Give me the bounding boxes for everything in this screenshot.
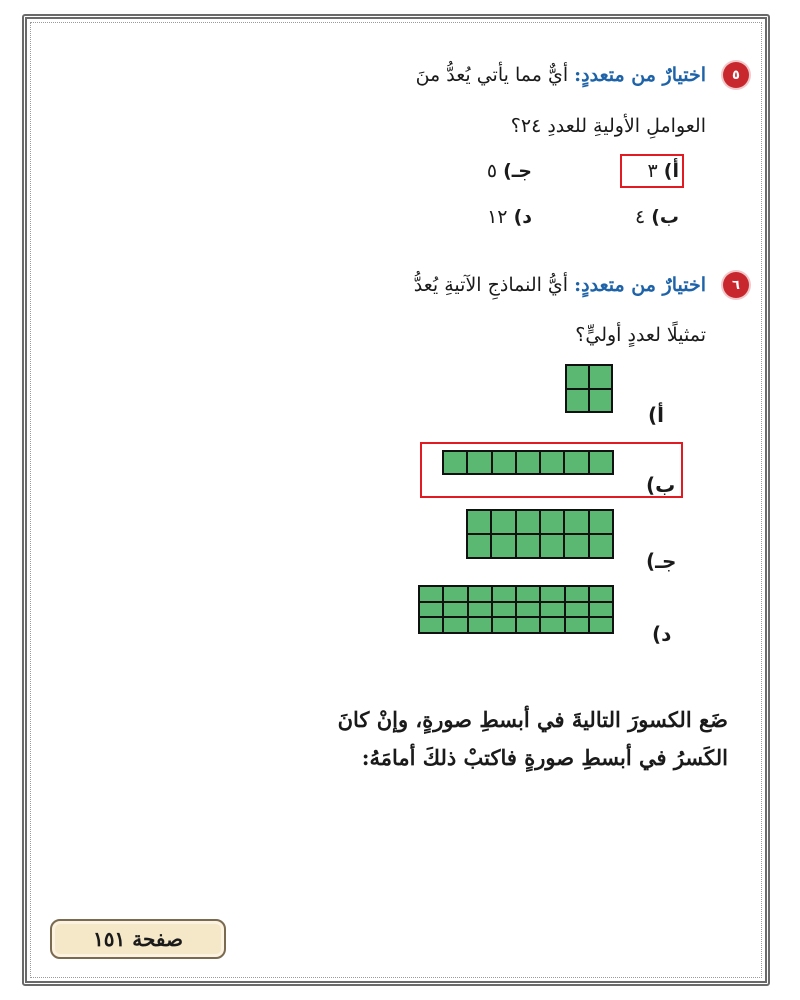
question-6-number: ٦ xyxy=(732,277,740,293)
model-cell xyxy=(517,587,539,601)
model-cell xyxy=(590,390,611,412)
model-cell xyxy=(468,511,490,533)
model-cell xyxy=(468,535,490,557)
model-cell xyxy=(444,452,466,473)
model-cell xyxy=(420,587,442,601)
model-cell xyxy=(517,511,539,533)
model-cell xyxy=(517,535,539,557)
model-cell xyxy=(590,603,612,617)
model-cell xyxy=(444,618,466,632)
question-5-option-d[interactable] xyxy=(487,206,532,228)
model-cell xyxy=(541,603,563,617)
option-letter: د) xyxy=(513,206,532,228)
model-cell xyxy=(567,390,588,412)
model-cell xyxy=(590,618,612,632)
model-cell xyxy=(590,587,612,601)
question-5-option-c[interactable] xyxy=(487,160,532,182)
model-cell xyxy=(590,452,612,473)
model-cell xyxy=(590,366,611,388)
model-cell xyxy=(493,603,515,617)
option-value: ٤ xyxy=(634,206,646,228)
model-cell xyxy=(566,618,588,632)
model-cell xyxy=(566,603,588,617)
question-6-line-1 xyxy=(414,276,706,295)
page-number-box xyxy=(50,919,226,959)
model-a-grid xyxy=(565,364,613,413)
question-6-line-2: تمثيلًا لعددٍ أوليٍّ؟ xyxy=(575,324,706,346)
instruction-line-2: الكَسرُ في أبسطِ صورةٍ فاكتبْ ذلكَ أمامَهُ: xyxy=(361,745,728,770)
option-value: ١٢ xyxy=(487,206,508,228)
model-cell xyxy=(468,452,490,473)
model-cell xyxy=(567,366,588,388)
model-cell xyxy=(541,618,563,632)
model-cell xyxy=(469,587,491,601)
model-cell xyxy=(469,603,491,617)
model-cell xyxy=(565,511,587,533)
model-cell xyxy=(517,603,539,617)
model-cell xyxy=(420,618,442,632)
model-cell xyxy=(444,587,466,601)
question-6-badge xyxy=(723,272,749,298)
question-6-stem-1: أيُّ النماذجِ الآتيةِ يُعدُّ xyxy=(413,274,569,296)
model-cell xyxy=(469,618,491,632)
model-cell xyxy=(590,511,612,533)
question-5-keyword: اختيارٌ من متعددٍ: xyxy=(574,64,706,86)
option-value: ٥ xyxy=(486,160,498,182)
model-cell xyxy=(541,452,563,473)
page-number: صفحة ١٥١ xyxy=(93,927,183,951)
model-cell xyxy=(566,587,588,601)
model-cell xyxy=(492,535,514,557)
option-value: ٣ xyxy=(647,160,658,182)
model-cell xyxy=(590,535,612,557)
question-5-option-a[interactable] xyxy=(648,160,679,182)
question-5-option-b[interactable] xyxy=(635,206,679,228)
question-5-line-1 xyxy=(416,66,706,85)
model-cell xyxy=(517,452,539,473)
option-letter: أ) xyxy=(663,160,679,182)
model-cell xyxy=(420,603,442,617)
question-5-badge xyxy=(723,62,749,88)
model-cell xyxy=(541,587,563,601)
model-b-grid xyxy=(442,450,614,475)
option-letter: جـ) xyxy=(503,160,532,182)
option-letter: ب) xyxy=(651,206,679,228)
question-5-stem-1: أيٌّ مما يأتي يُعدُّ منَ xyxy=(415,64,569,86)
model-cell xyxy=(541,535,563,557)
model-cell xyxy=(444,603,466,617)
model-cell xyxy=(565,452,587,473)
question-5-line-2: العواملِ الأوليةِ للعددِ ٢٤؟ xyxy=(510,115,706,137)
model-cell xyxy=(493,452,515,473)
instruction-line-1: ضَع الكسورَ التاليةَ في أبسطِ صورةٍ، وإنْ كانَ xyxy=(337,707,728,732)
model-b-label[interactable]: ب) xyxy=(646,473,676,497)
model-a-label[interactable]: أ) xyxy=(648,403,664,427)
model-cell xyxy=(517,618,539,632)
model-cell xyxy=(492,511,514,533)
model-d-grid xyxy=(418,585,614,634)
model-cell xyxy=(565,535,587,557)
model-cell xyxy=(493,587,515,601)
model-cell xyxy=(493,618,515,632)
question-5-number: ٥ xyxy=(732,67,740,83)
model-d-label[interactable]: د) xyxy=(652,622,672,646)
model-c-grid xyxy=(466,509,614,559)
model-cell xyxy=(541,511,563,533)
question-6-keyword: اختيارٌ من متعددٍ: xyxy=(574,274,706,296)
model-c-label[interactable]: جـ) xyxy=(646,549,677,573)
